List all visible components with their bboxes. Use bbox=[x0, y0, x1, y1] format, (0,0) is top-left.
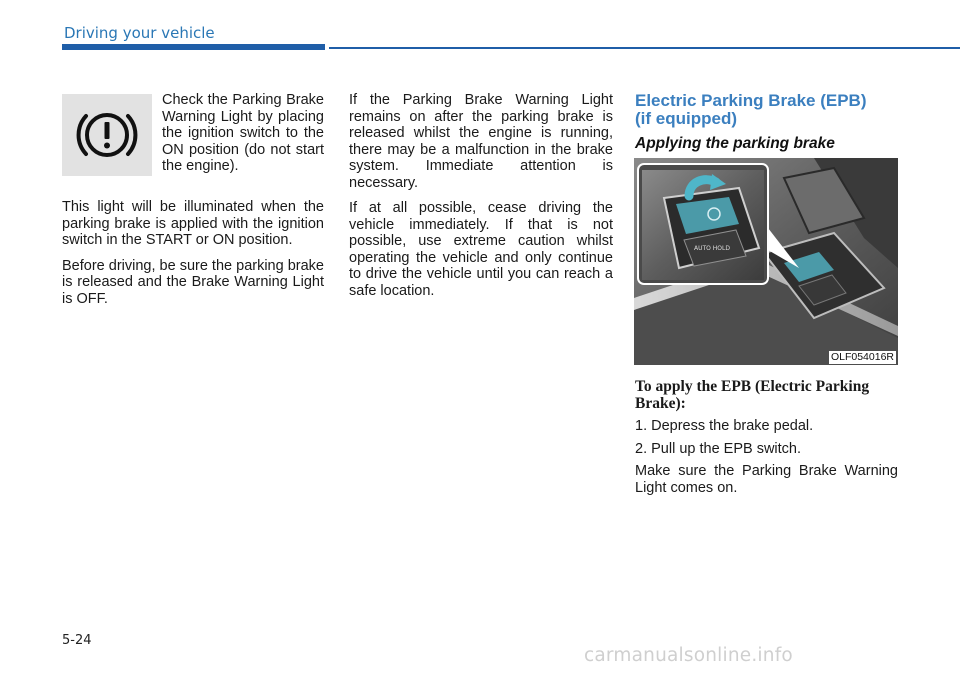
epb-switch-illustration bbox=[634, 158, 898, 365]
warning-check-text: Check the Parking Brake Warning Light by placing the ignition switch to the ON position (do not start the engine). bbox=[162, 92, 324, 174]
col2-para2: If at all possible, cease driving the vehicle immediately. If that is not possible, use extreme caution whilst operating the vehicle and only continue to drive the vehicle until you can reach a safe location. bbox=[349, 200, 613, 299]
image-code: OLF054016R bbox=[830, 351, 894, 363]
col1-para1: This light will be illuminated when the parking brake is applied with the ignition switch in the START or ON position. bbox=[62, 199, 324, 248]
section-title bbox=[635, 92, 898, 128]
page-number: 5-24 bbox=[62, 633, 92, 648]
warning-light-box bbox=[62, 94, 152, 176]
epb-switch-photo bbox=[634, 158, 898, 365]
watermark: carmanualsonline.info bbox=[584, 645, 793, 666]
col3-body bbox=[635, 418, 898, 496]
section-title-line1: Electric Parking Brake (EPB) bbox=[635, 91, 867, 110]
parking-brake-warning-icon bbox=[76, 104, 138, 166]
col1-para2: Before driving, be sure the parking brake is released and the Brake Warning Light is OFF. bbox=[62, 257, 324, 307]
col2-para1: If the Parking Brake Warning Light remains on after the parking brake is released whilst the engine is running, there may be a malfunction in the brake system. Immediate attention is necessary. bbox=[349, 92, 613, 191]
epb-apply-heading: To apply the EPB (Electric Parking Brake): bbox=[635, 378, 870, 412]
header-rule-thick bbox=[62, 44, 325, 50]
note: Make sure the Parking Brake Warning Light comes on. bbox=[635, 463, 898, 496]
step-1: 1. Depress the brake pedal. bbox=[635, 418, 814, 434]
header-rule-thin bbox=[329, 47, 960, 49]
header-title: Driving your vehicle bbox=[64, 24, 215, 42]
col1-body bbox=[62, 199, 324, 307]
section-title-line2: (if equipped) bbox=[635, 109, 737, 128]
auto-hold-label: AUTO HOLD bbox=[694, 245, 730, 252]
col2-body bbox=[349, 92, 613, 299]
section-subtitle: Applying the parking brake bbox=[635, 135, 835, 152]
step-2: 2. Pull up the EPB switch. bbox=[635, 440, 802, 457]
